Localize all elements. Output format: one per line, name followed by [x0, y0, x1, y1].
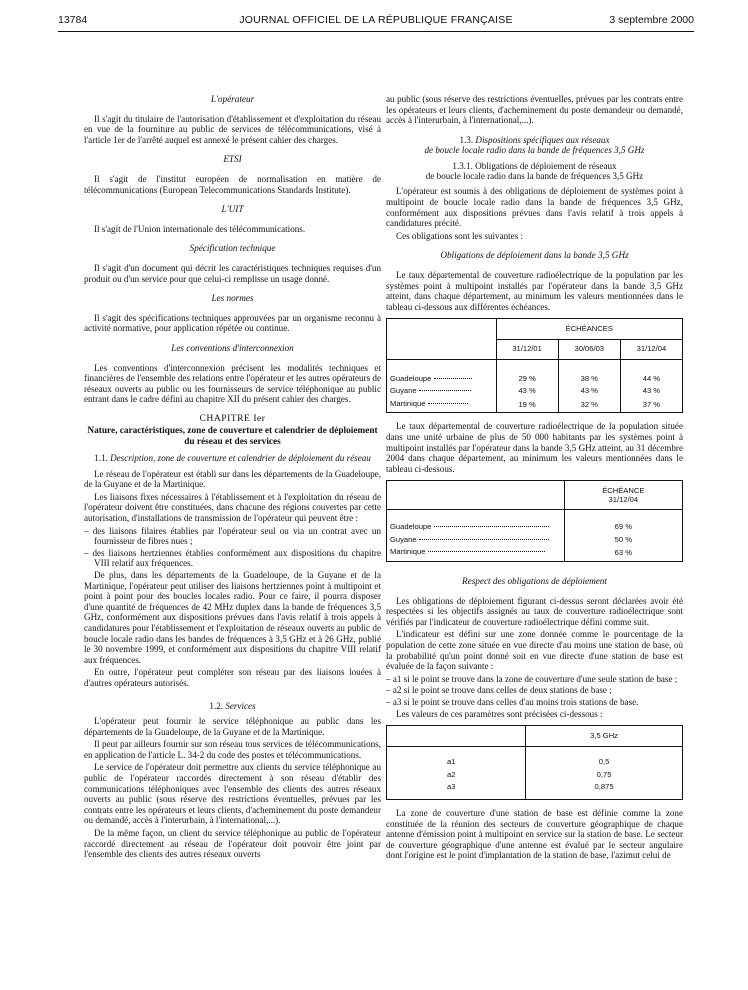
- table-row-label: a3: [447, 782, 456, 792]
- paragraph: En outre, l'opérateur peut compléter son réseau par des liaisons louées à d'autres opérateurs autorisés.: [84, 667, 381, 688]
- leader-dots: [434, 377, 472, 379]
- table-cell: 19 %: [496, 398, 558, 413]
- subsection-number: 1.3.: [459, 134, 474, 145]
- sub-subsection-title-line1: 1.3.1. Obligations de déploiement de réseaux: [452, 160, 617, 171]
- page-header: [58, 14, 694, 34]
- table-row-label: [387, 385, 497, 398]
- issue-date: 3 septembre 2000: [609, 14, 694, 26]
- section-title: Les conventions d'interconnexion: [171, 342, 294, 353]
- table-row-label: a1: [387, 747, 526, 769]
- section-title: Obligations de déploiement dans la bande 3,5 GHz: [440, 250, 629, 261]
- list-item: – a3 si le point se trouve dans celles d'au moins trois stations de base.: [386, 697, 639, 707]
- leader-dots: [419, 538, 549, 540]
- paragraph: Il s'agit d'un document qui décrit les caractéristiques techniques requises d'un produit ou d'un service pour que celui-ci remplisse un usage donné.: [84, 262, 381, 284]
- table-cell: 0,5: [526, 747, 683, 769]
- row-label: Martinique: [390, 547, 426, 557]
- section-title: Les normes: [211, 293, 254, 304]
- row-label: Martinique: [390, 398, 426, 408]
- paragraph: Le service de l'opérateur doit permettre aux clients du service téléphonique au public de l'opérateur raccordés directement à son réseau d'établir des communications téléphoniques avec l'ensemble des clients des autres réseaux ouverts au public (sous réserve des restrictions éventuelles, prévues par les contrats entre les opérateurs et leurs clients, d'acheminement du poste demandeur ou demandé, accès à l'interurbain, à l'international,...).: [84, 762, 381, 826]
- table-row-label: [387, 398, 497, 413]
- bullet-list: [84, 526, 381, 569]
- paragraph: Ces obligations sont les suivantes :: [396, 230, 524, 241]
- page-number: 13784: [58, 14, 88, 26]
- paragraph: Il s'agit de l'Union internationale des télécommunications.: [94, 223, 306, 234]
- table-column-header: 30/06/03: [558, 339, 620, 359]
- deployment-table: [386, 318, 683, 413]
- sub-subsection-heading: [386, 161, 683, 182]
- table-column-header: [564, 481, 682, 510]
- table-row-label: [387, 546, 565, 561]
- leader-dots: [428, 550, 545, 552]
- subsection-heading: [84, 453, 381, 463]
- paragraph: au public (sous réserve des restrictions éventuelles, prévues par les contrats entre les opérateurs et leurs clients, d'acheminement du poste demandeur ou demandé, accès à l'interurbain, à l'international,...).: [386, 94, 683, 126]
- urban-coverage-table: [386, 480, 683, 562]
- header-line1: ÉCHÉANCE: [602, 486, 645, 496]
- sub-subsection-title-line2: de boucle locale radio dans la bande de fréquences 3,5 GHz: [425, 171, 644, 181]
- table-cell: 44 %: [620, 359, 682, 385]
- table-row-label: [387, 510, 565, 534]
- paragraph: Les conventions d'interconnexion précisent les modalités techniques et financières de l'ensemble des relations entre l'opérateur et les autres opérateurs de réseaux ouverts au public ou les fournisseurs de service téléphonique au public entrant dans le cadre défini au chapitre XII du présent cahier des charges.: [84, 362, 381, 405]
- paragraph: De la même façon, un client du service téléphonique au public de l'opérateur raccordé directement au réseau de l'opérateur doit pouvoir être joint par l'ensemble des clients des autres réseaux ouverts: [84, 827, 381, 860]
- paragraph: L'opérateur est soumis à des obligations de déploiement de systèmes point à multipoint de boucle locale radio dans la bande de fréquences 3,5 GHz, conformément aux dispositions prévues dans l'avis relatif à trois appels à candidatures précité.: [386, 186, 683, 229]
- table-cell: 43 %: [496, 385, 558, 398]
- paragraph: L'indicateur est défini sur une zone donnée comme le pourcentage de la population de cette zone située en vue directe d'au moins une station de base, où la probabilité qu'un point donné soit en vue directe d'une station de base est évaluée de la façon suivante :: [386, 629, 683, 672]
- section-title: Spécification technique: [189, 243, 276, 254]
- paragraph: Les obligations de déploiement figurant ci-dessus seront déclarées avoir été respectées si les objectifs assignés au taux de couverture radioélectrique sont vérifiés par l'indicateur de couverture radioélectrique défini comme suit.: [386, 595, 683, 627]
- subsection-title: Services: [225, 700, 256, 711]
- table-cell: 38 %: [558, 359, 620, 385]
- paragraph: L'opérateur peut fournir le service téléphonique au public dans les départements de la Guadeloupe, de la Guyane et de la Martinique.: [84, 715, 381, 737]
- subsection-number: 1.2.: [209, 700, 224, 711]
- subsection-heading: [84, 701, 381, 711]
- table-cell: 43 %: [620, 385, 682, 398]
- list-item: – des liaisons hertziennes établies conformément aux dispositions du chapitre VIII relatif aux fréquences.: [84, 547, 381, 569]
- paragraph: Le réseau de l'opérateur est établi sur dans les départements de la Guadeloupe, de la Guyane et de la Martinique.: [84, 468, 381, 490]
- subsection-title: Description, zone de couverture et calendrier de déploiement du réseau: [110, 453, 371, 464]
- section-title: ETSI: [223, 154, 242, 165]
- table-row-label: a2: [447, 769, 456, 779]
- list-item: – a1 si le point se trouve dans la zone de couverture d'une seule station de base ;: [386, 673, 678, 684]
- table-cell: 0,875: [526, 781, 683, 799]
- table-cell: 37 %: [620, 398, 682, 413]
- subsection-number: 1.1.: [94, 453, 108, 464]
- row-label: Guyane: [390, 386, 417, 396]
- parameter-table: [386, 725, 683, 800]
- row-label: Guadeloupe: [390, 373, 432, 383]
- paragraph: De plus, dans les départements de la Guadeloupe, de la Guyane et de la Martinique, l'opérateur peut utiliser des liaisons hertziennes point à multipoint et point à point pour des boucles locales radio. Pour ce faire, il pourra disposer d'une quantité de fréquences de 42 MHz duplex dans la bande de fréquences 3,5 GHz, conformément aux dispositions prévues dans l'avis relatif à trois appels à candidatures pour l'établissement et l'exploitation de réseaux ouverts au public de boucle locale radio dans les bandes de fréquences à 3,5 GHz et à 26 GHz, publié le 30 novembre 1999, et conformément aux dispositions du chapitre VIII relatif aux fréquences.: [84, 570, 381, 665]
- list-item: – des liaisons filaires établies par l'opérateur seul ou via un contrat avec un fournisseur de fibres nues ;: [84, 525, 381, 547]
- table-cell: 50 %: [564, 534, 682, 547]
- leader-dots: [434, 525, 549, 527]
- table-cell: 69 %: [564, 510, 682, 534]
- table-column-header: 31/12/01: [496, 339, 558, 359]
- table-row-label: [387, 534, 565, 547]
- paragraph: Le taux départemental de couverture radioélectrique de la population située dans une unité urbaine de plus de 50 000 habitants par les systèmes point à multipoint installés par l'opérateur dans la bande 3,5 GHz atteint, au 31 décembre 2004 dans chaque département, au minimum les valeurs mentionnées dans le tableau ci-dessous.: [386, 421, 683, 474]
- paragraph: Les liaisons fixes nécessaires à l'établissement et à l'exploitation du réseau de l'opérateur doivent être constituées, dans chacune des régions couvertes par cette autorisation, d'installations de transmission de l'opérateur qui peuvent être :: [84, 491, 381, 524]
- leader-dots: [428, 402, 468, 404]
- section-title: Respect des obligations de déploiement: [462, 576, 607, 587]
- paragraph: Le taux départemental de couverture radioélectrique de la population par les systèmes point à multipoint installés par l'opérateur dans la bande 3,5 GHz atteint, dans chaque département, au minimum les valeurs mentionnées dans le tableau ci-dessous aux différentes échéances.: [386, 269, 683, 312]
- table-cell: 29 %: [496, 359, 558, 385]
- row-label: Guadeloupe: [390, 522, 432, 532]
- table-column-header: 31/12/04: [620, 339, 682, 359]
- header-line2: 31/12/04: [608, 495, 639, 505]
- table-row-label: [387, 359, 497, 385]
- right-column: [386, 94, 683, 863]
- bullet-list: [386, 674, 683, 708]
- header-rule: [58, 31, 694, 32]
- paragraph: Il s'agit du titulaire de l'autorisation d'établissement et d'exploitation du réseau en vue de la fourniture au public de services de télécommunications, visé à l'article 1er de l'arrêté auquel est annexé le présent cahier des charges.: [84, 113, 381, 145]
- section-title: L'UIT: [221, 204, 244, 215]
- table-cell: 32 %: [558, 398, 620, 413]
- table-column-header: 3,5 GHz: [526, 726, 683, 747]
- journal-title: JOURNAL OFFICIEL DE LA RÉPUBLIQUE FRANÇAISE: [239, 14, 513, 26]
- table-cell: 63 %: [564, 546, 682, 561]
- chapter-heading: CHAPITRE Ier: [199, 412, 266, 424]
- subsection-heading: [386, 135, 683, 156]
- paragraph: La zone de couverture d'une station de base est définie comme la zone constituée de la réunion des secteurs de couverture géographique de chaque antenne d'émission point à multipoint en service sur la station de base. Le secteur de couverture géographique d'une antenne est évalué par le secteur angulaire dont l'origine est le point d'implantation de la station de base, l'azimut celui de: [386, 807, 683, 861]
- table-cell: 0,75: [526, 769, 683, 782]
- list-item: – a2 si le point se trouve dans celles de deux stations de base ;: [386, 685, 612, 696]
- paragraph: Il s'agit des spécifications techniques approuvées par un organisme reconnu à activité normative, pour application répétée ou continue.: [84, 312, 381, 334]
- table-cell: 43 %: [558, 385, 620, 398]
- subsection-title-line1: Dispositions spécifiques aux réseaux: [475, 134, 610, 145]
- subsection-title-line2: de boucle locale radio dans la bande de fréquences 3,5 GHz: [424, 145, 645, 156]
- section-title: L'opérateur: [210, 94, 255, 104]
- paragraph: Les valeurs de ces paramètres sont précisées ci-dessous :: [396, 708, 603, 719]
- leader-dots: [419, 389, 471, 391]
- left-column: [84, 94, 381, 862]
- chapter-title: Nature, caractéristiques, zone de couverture et calendrier de déploiement du réseau et des services: [87, 426, 378, 447]
- paragraph: Il s'agit de l'institut européen de normalisation en matière de télécommunications (European Telecommunications Standards Institute).: [84, 173, 381, 195]
- table-group-header: ÉCHÉANCES: [496, 319, 682, 340]
- row-label: Guyane: [390, 534, 417, 544]
- paragraph: Il peut par ailleurs fournir sur son réseau tous services de télécommunications, en application de l'article L. 34-2 du code des postes et télécommunications.: [84, 739, 381, 760]
